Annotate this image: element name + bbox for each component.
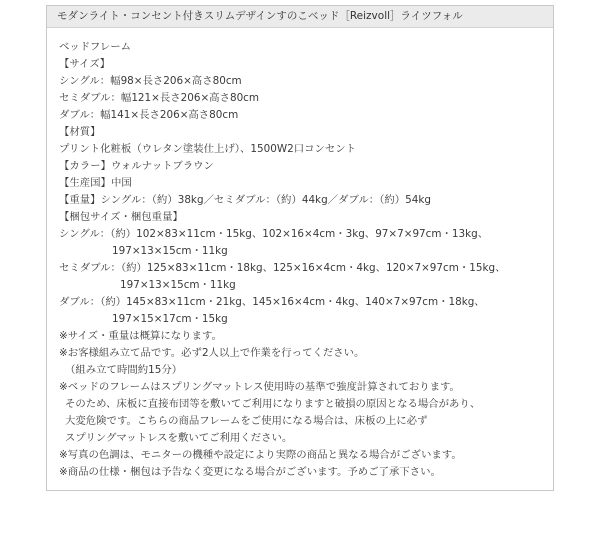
spec-line: 【重量】シングル：（約）38kg／セミダブル：（約）44kg／ダブル：（約）54kg — [59, 194, 432, 206]
spec-line: 【材質】 — [59, 126, 101, 138]
spec-line: （組み立て時間約15分） — [65, 364, 183, 376]
spec-line: ※写真の色調は、モニターの機種や設定により実際の商品と異なる場合がございます。 — [59, 449, 462, 461]
spec-line: 【生産国】中国 — [59, 177, 132, 189]
spec-text-block — [59, 39, 545, 481]
spec-line: ※ベッドのフレームはスプリングマットレス使用時の基準で強度計算されております。 — [59, 381, 460, 393]
spec-line: ダブル：幅141×長さ206×高さ80cm — [59, 109, 239, 121]
spec-line: 大変危険です。こちらの商品フレームをご使用になる場合は、床板の上に必ず — [65, 415, 428, 427]
spec-line: ※サイズ・重量は概算になります。 — [59, 330, 222, 342]
spec-line: 197×15×17cm・15kg — [112, 313, 228, 325]
spec-line: 【サイズ】 — [59, 58, 111, 70]
spec-line: セミダブル：幅121×長さ206×高さ80cm — [59, 92, 260, 104]
panel-title: モダンライト・コンセント付きスリムデザインすのこベッド［Reizvoll］ライツフォル — [47, 6, 553, 28]
spec-line: 【梱包サイズ・梱包重量】 — [59, 211, 183, 223]
spec-line: 197×13×15cm・11kg — [112, 245, 228, 257]
spec-line: ※お客様組み立て品です。必ず2人以上で作業を行ってください。 — [59, 347, 365, 359]
spec-line: シングル：幅98×長さ206×高さ80cm — [59, 75, 242, 87]
spec-line: そのため、床板に直接布団等を敷いてご利用になりますと破損の原因となる場合があり、 — [65, 398, 481, 410]
spec-line: スプリングマットレスを敷いてご利用ください。 — [65, 432, 293, 444]
spec-line: プリント化粧板（ウレタン塗装仕上げ）、1500W2口コンセント — [59, 143, 357, 155]
product-spec-panel — [46, 5, 554, 491]
spec-line: ダブル：（約）145×83×11cm・21kg、145×16×4cm・4kg、140×7×97cm・18kg、 — [59, 296, 485, 308]
spec-line: 【カラー】ウォルナットブラウン — [59, 160, 214, 172]
spec-line: 197×13×15cm・11kg — [120, 279, 236, 291]
spec-line: シングル：（約）102×83×11cm・15kg、102×16×4cm・3kg、97×7×97cm・13kg、 — [59, 228, 489, 240]
spec-line: ※商品の仕様・梱包は予告なく変更になる場合がございます。予めご了承下さい。 — [59, 466, 441, 478]
spec-line: セミダブル：（約）125×83×11cm・18kg、125×16×4cm・4kg、120×7×97cm・15kg、 — [59, 262, 506, 274]
spec-line: ベッドフレーム — [59, 41, 132, 53]
